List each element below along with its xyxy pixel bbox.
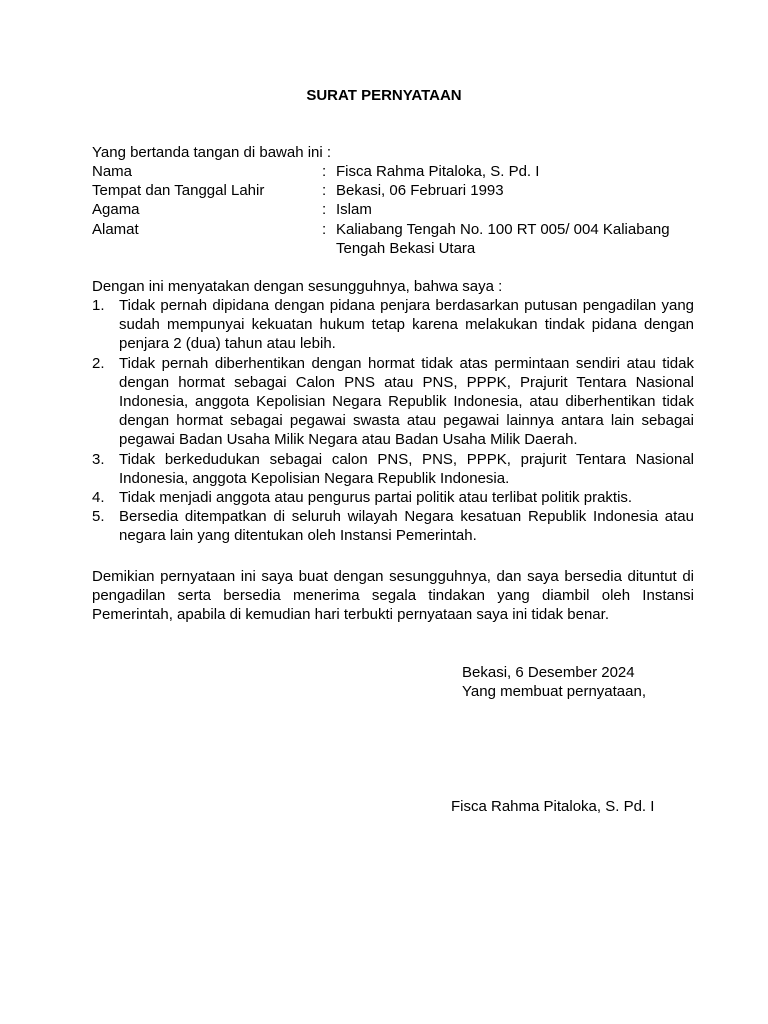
list-item-text: Tidak pernah diberhentikan dengan hormat tidak atas permintaan sendiri atau tidak dengan hormat sebagai Calon PNS atau PNS, PPPK, Prajurit Tentara Nasional Indonesia, anggota Kepolisian Negara Republik Indonesia, atau diberhentikan tidak dengan hormat sebagai pegawai swasta atau pegawai lainnya antara lain sebagai pegawai Badan Usaha Milik Negara atau Badan Usaha Milik Daerah. [119,354,694,449]
field-label: Agama [92,201,140,219]
field-row-nama [92,162,702,181]
list-item [92,488,694,507]
field-row-agama [92,200,702,219]
field-label: Nama [92,163,133,180]
field-colon: : [322,220,327,238]
field-value: Kaliabang Tengah No. 100 RT 005/ 004 Kaliabang Tengah Bekasi Utara [336,220,670,257]
statement-points [92,296,694,546]
field-label: Tempat dan Tanggal Lahir [92,182,265,200]
list-item-text: Tidak berkedudukan sebagai calon PNS, PNS, PPPK, prajurit Tentara Nasional Indonesia, anggota Kepolisian Negara Republik Indonesia. [119,450,694,487]
list-item-number: 1. [92,297,105,314]
identity-fields [92,162,702,258]
signature-name: Fisca Rahma Pitaloka, S. Pd. I [451,798,655,815]
list-item-text: Bersedia ditempatkan di seluruh wilayah Negara kesatuan Republik Indonesia atau negara lain yang ditentukan oleh Instansi Pemerintah. [119,508,694,545]
signature-place-date: Bekasi, 6 Desember 2024 [462,664,635,681]
statement-lead: Dengan ini menyatakan dengan sesungguhnya, bahwa saya : [92,278,503,295]
list-item-text: Tidak menjadi anggota atau pengurus partai politik atau terlibat politik praktis. [119,489,633,507]
list-item-text: Tidak pernah dipidana dengan pidana penjara berdasarkan putusan pengadilan yang sudah mempunyai kekuatan hukum tetap karena melakukan tindak pidana dengan penjara 2 (dua) tahun atau lebih. [119,297,694,353]
field-value: Fisca Rahma Pitaloka, S. Pd. I [336,163,540,180]
field-colon: : [322,182,327,200]
signature-role: Yang membuat pernyataan, [462,683,647,700]
list-item-number: 4. [92,489,105,507]
field-colon: : [322,201,327,219]
field-value: Islam [336,201,372,219]
field-row-alamat [92,220,702,258]
field-row-tempat-tanggal-lahir [92,181,702,200]
list-item-number: 3. [92,450,105,468]
list-item [92,354,694,450]
field-label: Alamat [92,220,139,238]
list-item-number: 2. [92,354,105,372]
document-title: SURAT PERNYATAAN [306,87,462,104]
intro-text: Yang bertanda tangan di bawah ini : [92,144,332,161]
list-item [92,507,694,545]
closing-paragraph: Demikian pernyataan ini saya buat dengan sesungguhnya, dan saya bersedia dituntut di pengadilan serta bersedia menerima segala tindakan yang diambil oleh Instansi Pemerintah, apabila di kemudian hari terbukti pernyataan saya ini tidak benar. [92,568,694,624]
list-item [92,450,694,488]
field-value: Bekasi, 06 Februari 1993 [336,182,504,200]
list-item [92,296,694,354]
field-colon: : [322,163,327,180]
list-item-number: 5. [92,508,105,526]
